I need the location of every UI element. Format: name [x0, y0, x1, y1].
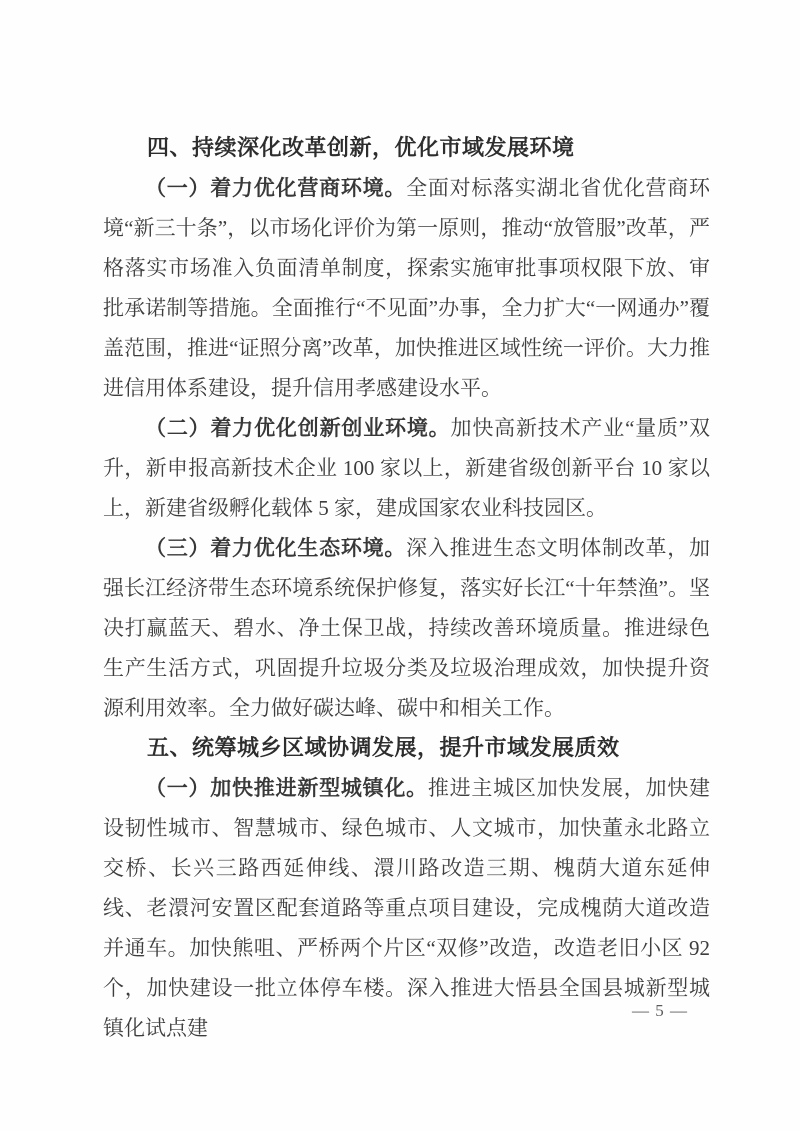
paragraph-body: 推进主城区加快发展，加快建设韧性城市、智慧城市、绿色城市、人文城市，加快董永北路立交桥、长兴三路西延伸线、澴川路改造三期、槐荫大道东延伸线、老澴河安置区配套道路等重点项目建设，完成槐荫大道改造并通车。加快熊咀、严桥两个片区“双修”改造，改造老旧小区 92 个，加快建设一批立体停车楼。深入推进大悟县全国县城新型城镇化试点建: [103, 776, 711, 1040]
section4-paragraph-2: [103, 408, 710, 528]
paragraph-body: 加快高新技术产业“量质”双升，新申报高新技术企业 100 家以上，新建省级创新平台 10 家以上，新建省级孵化载体 5 家，建成国家农业科技园区。: [103, 416, 710, 520]
paragraph-body: 全面对标落实湖北省优化营商环境“新三十条”，以市场化评价为第一原则，推动“放管服”改革，严格落实市场准入负面清单制度，探索实施审批事项权限下放、审批承诺制等措施。全面推行“不见面”办事，全力扩大“一网通办”覆盖范围，推进“证照分离”改革，加快推进区域性统一评价。大力推进信用体系建设，提升信用孝感建设水平。: [103, 176, 711, 400]
paragraph-lead: （二）着力优化创新创业环境。: [145, 416, 451, 440]
paragraph-body: 深入推进生态文明体制改革，加强长江经济带生态环境系统保护修复，落实好长江“十年禁渔”。坚决打赢蓝天、碧水、净土保卫战，持续改善环境质量。推进绿色生产生活方式，巩固提升垃圾分类及垃圾治理成效，加快提升资源利用效率。全力做好碳达峰、碳中和相关工作。: [103, 536, 711, 720]
page-number: — 5 —: [632, 1001, 688, 1020]
paragraph-lead: （一）加快推进新型城镇化。: [145, 776, 428, 800]
document-content: [103, 128, 710, 1048]
section4-paragraph-3: [103, 528, 710, 728]
section4-paragraph-1: [103, 168, 710, 408]
paragraph-lead: （一）着力优化营商环境。: [145, 176, 407, 200]
paragraph-lead: （三）着力优化生态环境。: [145, 536, 407, 560]
section-heading-5: 五、统筹城乡区域协调发展，提升市域发展质效: [147, 735, 620, 760]
section5-paragraph-1: [103, 768, 710, 1048]
section-heading-4: 四、持续深化改革创新，优化市域发展环境: [147, 135, 575, 160]
